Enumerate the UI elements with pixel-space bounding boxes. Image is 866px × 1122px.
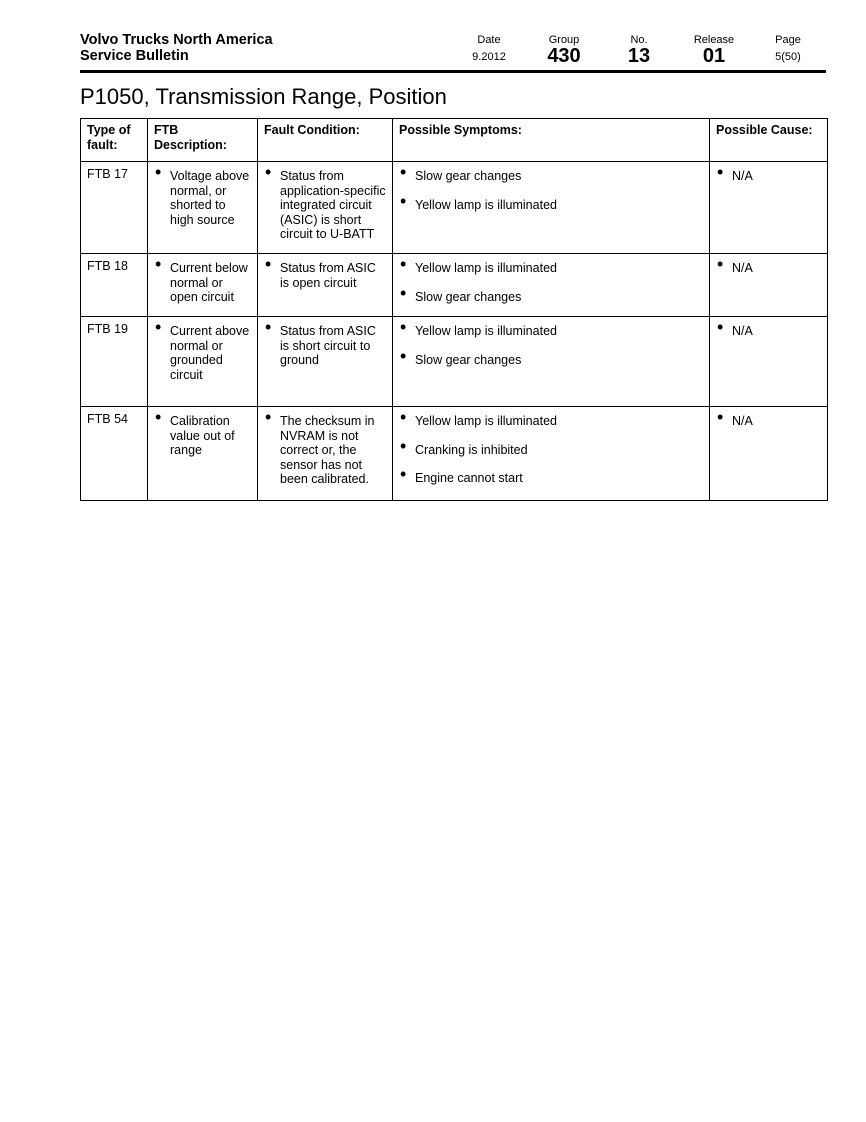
date-value: 9.2012 bbox=[472, 51, 506, 63]
fault-type-cell: FTB 19 bbox=[81, 317, 148, 407]
symptom-item: • Yellow lamp is illuminated bbox=[399, 324, 703, 339]
col-header-type: Type of fault: bbox=[81, 119, 148, 162]
fault-condition-cell bbox=[258, 162, 393, 254]
fault-type-cell: FTB 18 bbox=[81, 254, 148, 317]
col-header-ftb: FTB Description: bbox=[148, 119, 258, 162]
meta-release bbox=[688, 34, 740, 66]
col-header-symptoms: Possible Symptoms: bbox=[393, 119, 710, 162]
fault-type-cell: FTB 17 bbox=[81, 162, 148, 254]
ftb-description-cell bbox=[148, 254, 258, 317]
col-header-cause: Possible Cause: bbox=[710, 119, 828, 162]
table-row bbox=[81, 254, 828, 317]
symptom-item: • Slow gear changes bbox=[399, 353, 703, 368]
meta-group bbox=[540, 34, 588, 66]
page-label: Page bbox=[775, 34, 801, 46]
symptom-item: • Yellow lamp is illuminated bbox=[399, 198, 703, 213]
meta-date bbox=[470, 34, 508, 65]
table-row bbox=[81, 162, 828, 254]
release-value: 01 bbox=[702, 45, 726, 67]
header-rule bbox=[80, 70, 826, 73]
symptom-item: • Yellow lamp is illuminated bbox=[399, 261, 703, 276]
group-value: 430 bbox=[547, 45, 581, 67]
table-row bbox=[81, 407, 828, 501]
number-value: 13 bbox=[627, 45, 651, 67]
date-label: Date bbox=[477, 34, 501, 46]
meta-number bbox=[620, 34, 658, 66]
page-value: 5(50) bbox=[775, 51, 801, 63]
document-type: Service Bulletin bbox=[80, 48, 189, 64]
fault-condition: • Status from ASIC is short circuit to ground bbox=[264, 324, 386, 368]
symptoms-cell bbox=[393, 162, 710, 254]
group-label: Group bbox=[548, 34, 580, 46]
symptom-item: • Engine cannot start bbox=[399, 471, 703, 486]
table-row bbox=[81, 317, 828, 407]
symptom-item: • Cranking is inhibited bbox=[399, 443, 703, 458]
symptoms-cell bbox=[393, 317, 710, 407]
release-label: Release bbox=[693, 34, 735, 46]
ftb-description: • Current above normal or grounded circuit bbox=[154, 324, 251, 382]
ftb-description: • Calibration value out of range bbox=[154, 414, 251, 458]
ftb-description: • Voltage above normal, or shorted to high source bbox=[154, 169, 251, 227]
ftb-description-cell bbox=[148, 317, 258, 407]
page-title: P1050, Transmission Range, Position bbox=[80, 84, 447, 109]
fault-condition: • Status from ASIC is open circuit bbox=[264, 261, 386, 290]
fault-table bbox=[80, 118, 828, 501]
possible-cause-cell bbox=[710, 162, 828, 254]
fault-condition-cell bbox=[258, 254, 393, 317]
symptom-item: • Slow gear changes bbox=[399, 169, 703, 184]
fault-condition-cell bbox=[258, 407, 393, 501]
possible-cause-cell bbox=[710, 254, 828, 317]
fault-condition-cell bbox=[258, 317, 393, 407]
possible-cause-cell bbox=[710, 407, 828, 501]
symptoms-cell bbox=[393, 407, 710, 501]
col-header-condition: Fault Condition: bbox=[258, 119, 393, 162]
possible-cause: • N/A bbox=[716, 324, 821, 339]
possible-cause-cell bbox=[710, 317, 828, 407]
possible-cause: • N/A bbox=[716, 414, 821, 429]
meta-page bbox=[768, 34, 808, 65]
fault-type-cell: FTB 54 bbox=[81, 407, 148, 501]
company-name: Volvo Trucks North America bbox=[80, 32, 273, 48]
symptom-item: • Slow gear changes bbox=[399, 290, 703, 305]
fault-condition: • The checksum in NVRAM is not correct or, the sensor has not been calibrated. bbox=[264, 414, 386, 487]
bulletin-header bbox=[80, 32, 273, 64]
fault-condition: • Status from application-specific integrated circuit (ASIC) is short circuit to U-BATT bbox=[264, 169, 386, 242]
ftb-description-cell bbox=[148, 162, 258, 254]
ftb-description-cell bbox=[148, 407, 258, 501]
symptoms-cell bbox=[393, 254, 710, 317]
table-header-row bbox=[81, 119, 828, 162]
number-label: No. bbox=[630, 34, 648, 46]
possible-cause: • N/A bbox=[716, 169, 821, 184]
symptom-item: • Yellow lamp is illuminated bbox=[399, 414, 703, 429]
possible-cause: • N/A bbox=[716, 261, 821, 276]
ftb-description: • Current below normal or open circuit bbox=[154, 261, 251, 305]
